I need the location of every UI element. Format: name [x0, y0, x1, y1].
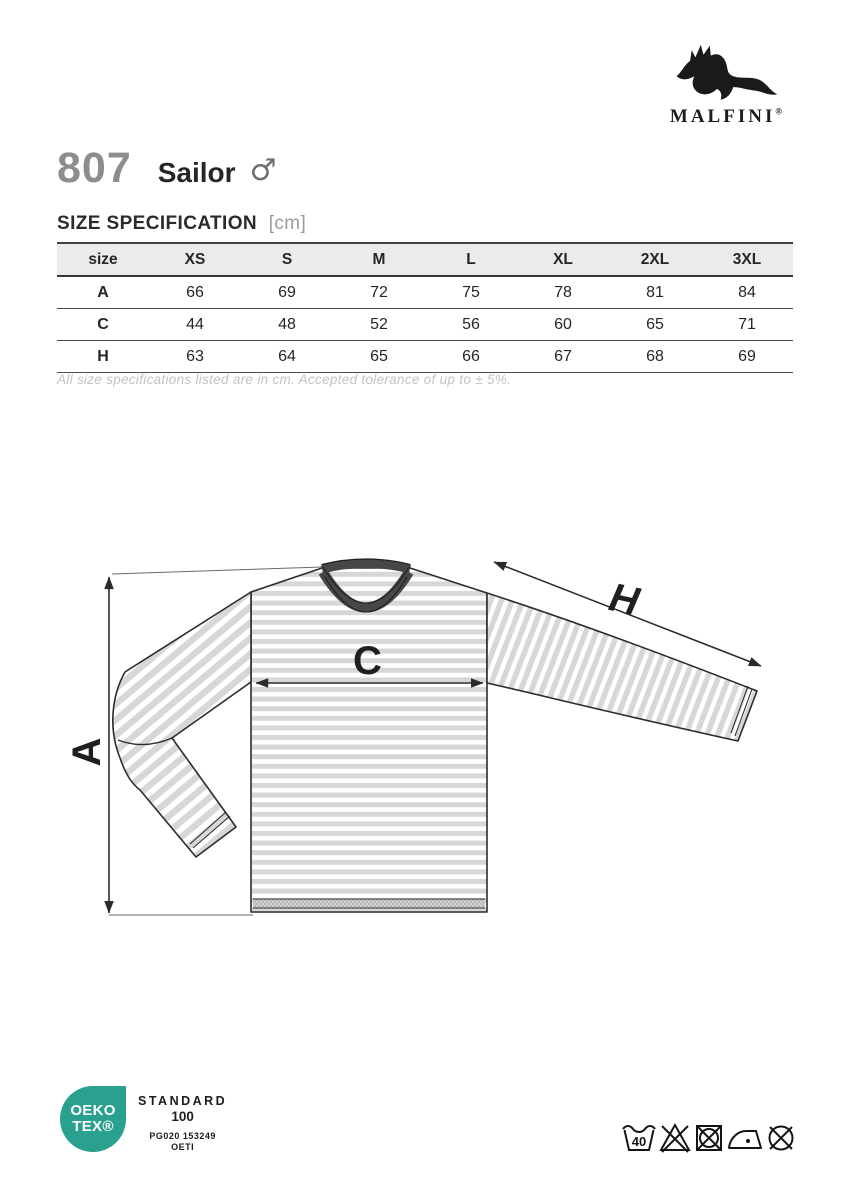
product-title	[57, 144, 276, 193]
column-header: 2XL	[609, 243, 701, 276]
column-header: XS	[149, 243, 241, 276]
care-symbols	[619, 1121, 797, 1153]
do-not-dry-clean-icon	[765, 1121, 797, 1153]
cell: 66	[186, 283, 204, 301]
extension-line-top	[112, 567, 322, 574]
left-sleeve	[113, 592, 251, 857]
cell: 65	[370, 347, 388, 365]
column-header: size	[57, 243, 149, 276]
spec-note: All size specifications listed are in cm. Accepted tolerance of up to ± 5%.	[57, 372, 512, 387]
oeko-tex-badge-icon: OEKO TEX®	[60, 1086, 126, 1152]
wash-40-icon	[621, 1121, 657, 1153]
column-header: 3XL	[701, 243, 793, 276]
male-symbol-icon: ♂	[249, 153, 277, 188]
column-header: S	[241, 243, 333, 276]
section-heading	[57, 213, 306, 235]
cell: 72	[370, 283, 388, 301]
cell: 84	[738, 283, 756, 301]
oeko-tex-text	[138, 1086, 227, 1152]
cell: 65	[646, 315, 664, 333]
cell: 69	[278, 283, 296, 301]
table-row	[57, 276, 793, 309]
standard-number: 100	[171, 1109, 194, 1124]
standard-label: STANDARD	[138, 1094, 228, 1108]
cell: 52	[370, 315, 388, 333]
shirt-body	[251, 568, 487, 912]
cell: 66	[462, 347, 480, 365]
unit-label: [cm]	[268, 213, 307, 234]
cell: 67	[554, 347, 572, 365]
certificate-number: PG020 153249	[149, 1131, 216, 1141]
cell: 64	[278, 347, 296, 365]
cell: 68	[646, 347, 664, 365]
do-not-tumble-dry-icon	[693, 1121, 725, 1153]
cell: 60	[554, 315, 572, 333]
brand-logo	[655, 34, 797, 128]
table-row	[57, 341, 793, 373]
oeko-tex-certification	[60, 1086, 227, 1152]
svg-text:40: 40	[631, 1134, 647, 1149]
brand-wordmark: MALFINI®	[669, 106, 783, 127]
column-header: M	[333, 243, 425, 276]
row-label: A	[97, 283, 109, 301]
column-header: XL	[517, 243, 609, 276]
registered-mark: ®	[775, 106, 783, 117]
cell: 71	[738, 315, 756, 333]
section-title: SIZE SPECIFICATION	[57, 213, 258, 234]
product-code: 807	[57, 144, 132, 192]
size-table-header-row	[57, 243, 793, 276]
row-label: C	[97, 315, 109, 333]
hem-band	[253, 899, 485, 908]
dimension-c-label: C	[353, 639, 382, 683]
cell: 44	[186, 315, 204, 333]
do-not-bleach-icon	[659, 1121, 691, 1153]
iron-low-temperature-icon	[727, 1121, 763, 1153]
size-table	[57, 242, 793, 373]
cell: 81	[646, 283, 664, 301]
shirt-diagram	[60, 543, 800, 953]
cell: 63	[186, 347, 204, 365]
table-row	[57, 309, 793, 341]
column-header: L	[425, 243, 517, 276]
dimension-h-label: H	[605, 575, 643, 625]
dimension-a-label: A	[65, 737, 109, 767]
cell: 69	[738, 347, 756, 365]
institute-label: OETI	[171, 1142, 195, 1152]
cell: 48	[278, 315, 296, 333]
cell: 78	[554, 283, 572, 301]
eagle-icon	[667, 34, 785, 106]
row-label: H	[97, 347, 109, 365]
product-name: Sailor	[157, 157, 236, 188]
cell: 56	[462, 315, 480, 333]
cell: 75	[462, 283, 480, 301]
